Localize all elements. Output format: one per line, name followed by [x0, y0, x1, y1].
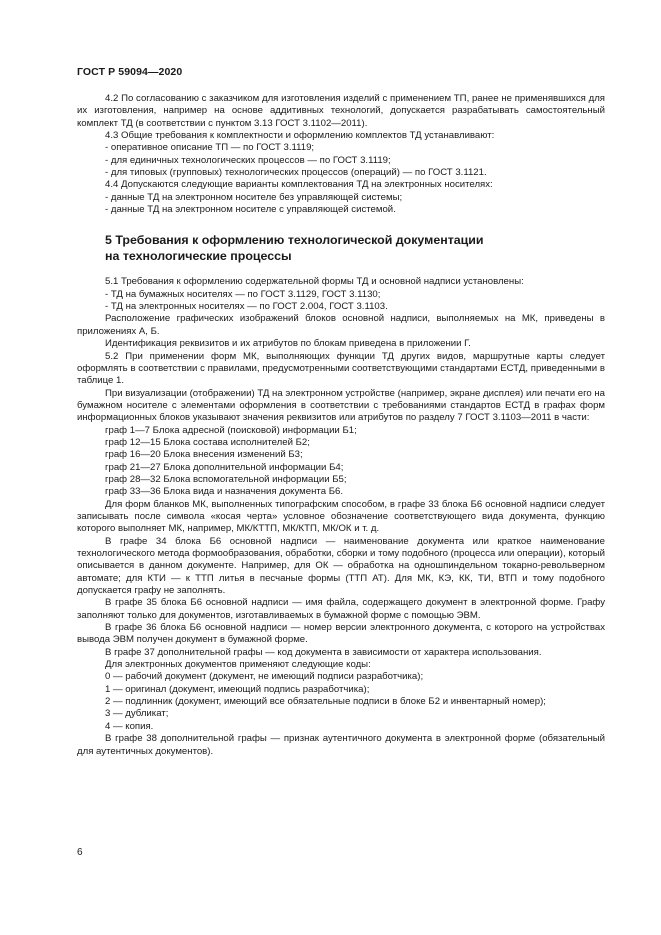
paragraph-5-2: 5.2 При применении форм МК, выполняющих функции ТД других видов, маршрутные карты следует оформлять в соответствии с правилами, предусмотренными соответствующими стандартами ЕСТД, приведенными в таблице 1.	[77, 350, 605, 387]
document-body	[77, 93, 605, 758]
list-item: граф 33—36 Блока вида и назначения документа Б6.	[105, 486, 343, 498]
document-header: ГОСТ Р 59094—2020	[77, 66, 183, 78]
list-item: граф 1—7 Блока адресной (поисковой) информации Б1;	[105, 424, 357, 436]
list-item: 4 — копия.	[105, 720, 154, 732]
list-item: - данные ТД на электронном носителе без управляющей системы;	[105, 191, 403, 203]
paragraph: Для электронных документов применяют следующие коды:	[105, 659, 371, 671]
page-number: 6	[77, 847, 83, 858]
list-item: 0 — рабочий документ (документ, не имеющий подписи разработчика);	[105, 671, 424, 683]
paragraph: Для форм бланков МК, выполненных типографским способом, в графе 33 блока Б6 основной надписи следует записывать после символа «косая черта» условное обозначение соответствующего вида документа, функцию которого выполняет МК, например, МК/КТТП, МК/КТП, МК/ОК и т. д.	[77, 498, 605, 535]
list-item: - оперативное описание ТП — по ГОСТ 3.1119;	[105, 142, 315, 154]
paragraph-4-4: 4.4 Допускаются следующие варианты комплектования ТД на электронных носителях:	[105, 179, 493, 191]
list-item: 2 — подлинник (документ, имеющий все обязательные подписи в блоке Б2 и инвентарный номер);	[105, 696, 546, 708]
paragraph: В графе 34 блока Б6 основной надписи — наименование документа или краткое наименование технологического метода формообразования, обработки, сборки и тому подобного (процесса или операции), который описывается в данном документе. Например, для ОК — обработка на одношпиндельном токарно-револьверном автомате; для КТИ — к ТТП литья в песчаные формы (ТТП АТ). Для МК, КЭ, КК, ТИ, ВТП и тому подобного допускается графу не заполнять.	[77, 535, 605, 597]
list-item: - ТД на бумажных носителях — по ГОСТ 3.1129, ГОСТ 3.1130;	[105, 288, 381, 300]
list-item: - для типовых (групповых) технологических процессов (операций) — по ГОСТ 3.1121.	[105, 167, 487, 179]
list-item: - ТД на электронных носителях — по ГОСТ 2.004, ГОСТ 3.1103.	[105, 301, 388, 313]
section-title-line2: на технологические процессы	[105, 249, 292, 264]
paragraph: В графе 35 блока Б6 основной надписи — имя файла, содержащего документ в электронной форме. Графу заполняют только для документов, изготавливаемых в бумажной форме с помощью ЭВМ.	[77, 597, 605, 621]
paragraph: В графе 36 блока Б6 основной надписи — номер версии электронного документа, с которого на устройствах вывода ЭВМ получен документ в бумажной форме.	[77, 622, 605, 646]
paragraph: В графе 38 дополнительной графы — признак аутентичного документа в электронной форме (обязательный для аутентичных документов).	[77, 733, 605, 757]
section-title-line1: 5 Требования к оформлению технологической документации	[105, 233, 484, 248]
list-item: граф 12—15 Блока состава исполнителей Б2;	[105, 436, 310, 448]
list-item: граф 16—20 Блока внесения изменений Б3;	[105, 449, 303, 461]
paragraph: В графе 37 дополнительной графы — код документа в зависимости от характера использования.	[105, 646, 542, 658]
paragraph-4-3: 4.3 Общие требования к комплектности и оформлению комплектов ТД устанавливают:	[105, 130, 495, 142]
paragraph: Идентификация реквизитов и их атрибутов по блокам приведена в приложении Г.	[105, 338, 471, 350]
paragraph: При визуализации (отображении) ТД на электронном устройстве (например, экране дисплея) или печати его на бумажном носителе с элементами оформления в соответствии с требованиями стандартов ЕСТД в графах форм информационных блоков указывают значения реквизитов или атрибутов по разделу 7 ГОСТ 3.1103—2011 в части:	[77, 387, 605, 424]
list-item: граф 28—32 Блока вспомогательной информации Б5;	[105, 473, 347, 485]
list-item: - для единичных технологических процессов — по ГОСТ 3.1119;	[105, 154, 391, 166]
list-item: - данные ТД на электронном носителе с управляющей системой.	[105, 204, 396, 216]
paragraph-5-1: 5.1 Требования к оформлению содержательной формы ТД и основной надписи установлены:	[105, 276, 524, 288]
list-item: 3 — дубликат;	[105, 708, 169, 720]
paragraph: Расположение графических изображений блоков основной надписи, выполняемых на МК, приведены в приложениях А, Б.	[77, 313, 605, 337]
list-item: граф 21—27 Блока дополнительной информации Б4;	[105, 461, 344, 473]
paragraph-4-2: 4.2 По согласованию с заказчиком для изготовления изделий с применением ТП, ранее не применявшихся для их изготовления, например на основе аддитивных технологий, допускается разрабатывать самостоятельный комплект ТД (в соответствии с пунктом 3.13 ГОСТ 3.1102—2011).	[77, 93, 605, 129]
list-item: 1 — оригинал (документ, имеющий подпись разработчика);	[105, 683, 370, 695]
section-5-title	[77, 232, 605, 264]
